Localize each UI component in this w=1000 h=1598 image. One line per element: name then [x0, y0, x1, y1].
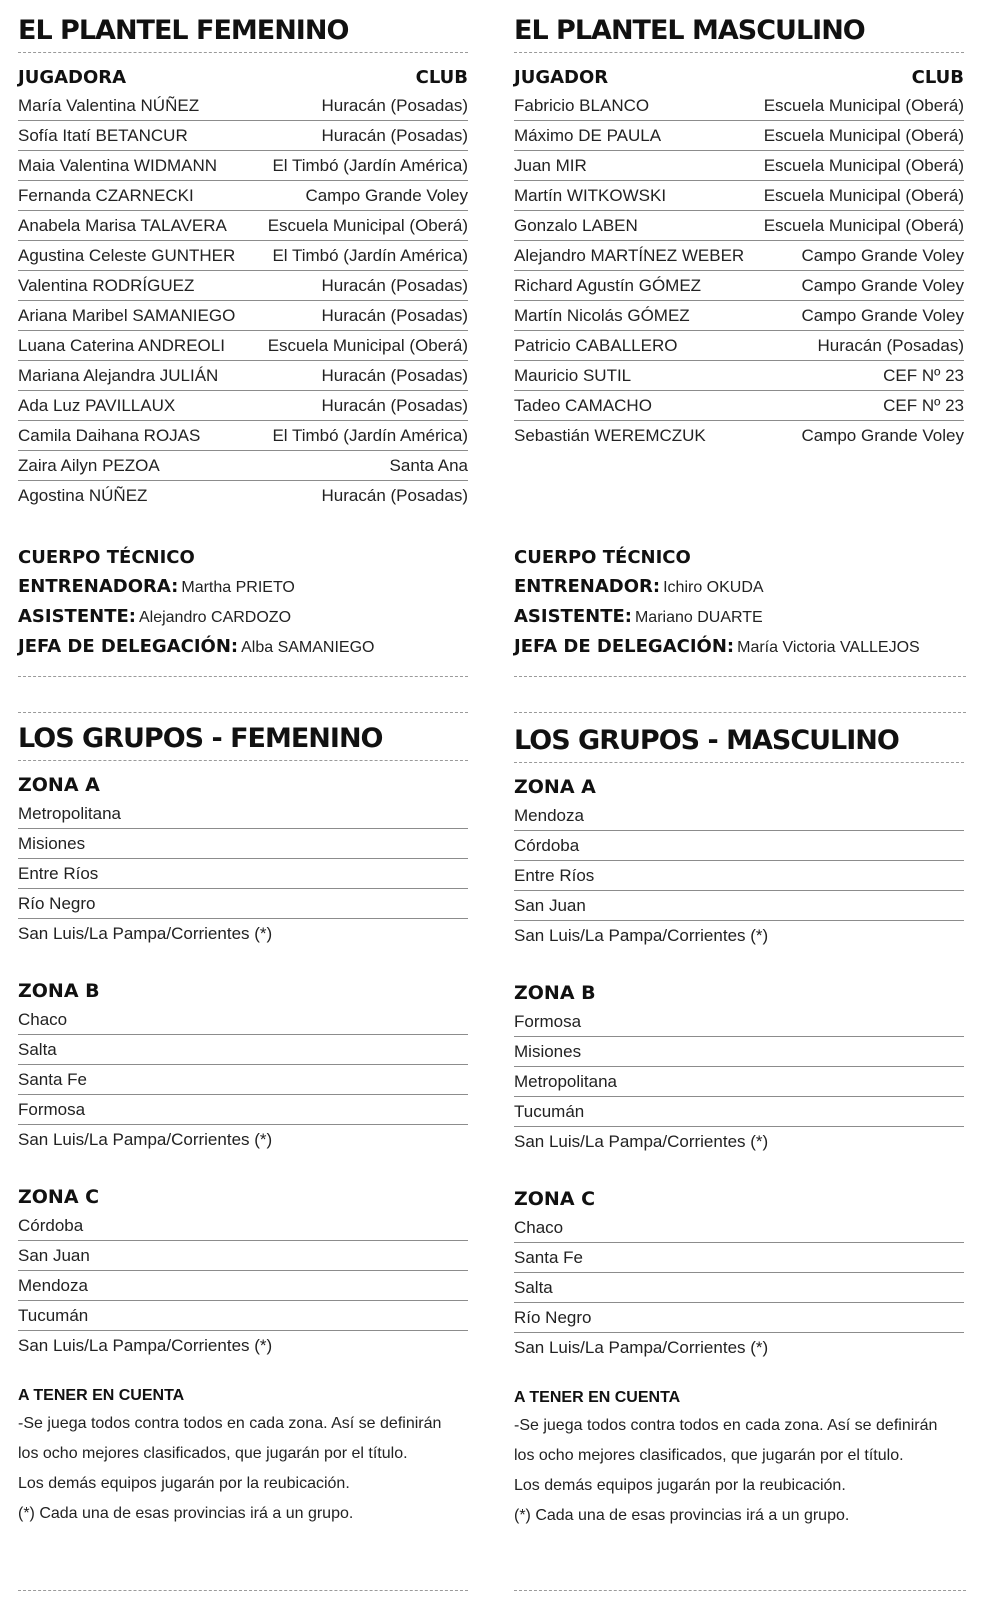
note-line: Los demás equipos jugarán por la reubicación. [18, 1475, 350, 1492]
staff-value: Ichiro OKUDA [663, 579, 764, 596]
staff-value: Martha PRIETO [181, 579, 295, 596]
title-rule [18, 760, 468, 761]
zone-team: Misiones [18, 829, 468, 859]
zone-team: Río Negro [18, 889, 468, 919]
zone-title: ZONA B [18, 980, 100, 1002]
zone-title: ZONA B [514, 982, 596, 1004]
zone-team: San Luis/La Pampa/Corrientes (*) [18, 1336, 273, 1355]
table-row [18, 452, 468, 481]
staff-line [514, 602, 964, 632]
zone-team: Santa Fe [18, 1065, 468, 1095]
player-club: Escuela Municipal (Oberá) [763, 126, 964, 145]
player-club: Huracán (Posadas) [321, 306, 468, 325]
grupos-masculino [514, 722, 964, 1531]
player-club: Huracán (Posadas) [321, 366, 468, 385]
note-line: (*) Cada una de esas provincias irá a un grupo. [18, 1505, 354, 1522]
zone-team: Metropolitana [514, 1067, 964, 1097]
zone-team: San Luis/La Pampa/Corrientes (*) [514, 926, 769, 945]
plantel-masculino [514, 12, 964, 451]
player-name: Mariana Alejandra JULIÁN [18, 366, 219, 385]
section-divider [18, 1590, 468, 1591]
table-row [514, 362, 964, 391]
staff-line [18, 632, 468, 662]
table-row [18, 212, 468, 241]
zone-team: Metropolitana [18, 799, 468, 829]
staff-label: ASISTENTE: [18, 606, 136, 627]
player-club: El Timbó (Jardín América) [272, 156, 468, 175]
player-name: Fabricio BLANCO [514, 96, 650, 115]
staff-title: CUERPO TÉCNICO [18, 547, 195, 568]
staff-value: María Victoria VALLEJOS [737, 639, 920, 656]
zone-gap [18, 949, 468, 967]
table-row [18, 392, 468, 421]
zone-title: ZONA C [514, 1188, 596, 1210]
player-club: CEF Nº 23 [883, 396, 964, 415]
player-list [18, 92, 468, 511]
grupos-femenino [18, 720, 468, 1529]
staff-line [18, 572, 468, 602]
player-name: Alejandro MARTÍNEZ WEBER [514, 246, 745, 265]
note-line: -Se juega todos contra todos en cada zona. Así se definirán [18, 1415, 442, 1432]
table-row [514, 422, 964, 451]
zone-title: ZONA C [18, 1186, 100, 1208]
player-club: Escuela Municipal (Oberá) [763, 186, 964, 205]
player-name: Anabela Marisa TALAVERA [18, 216, 227, 235]
table-row [18, 332, 468, 361]
table-row [514, 152, 964, 181]
table-row [18, 92, 468, 121]
note-line: Los demás equipos jugarán por la reubicación. [514, 1477, 846, 1494]
staff-label: ENTRENADOR: [514, 576, 661, 597]
zone-team: Misiones [514, 1037, 964, 1067]
player-name: Fernanda CZARNECKI [18, 186, 194, 205]
zone-team: Chaco [514, 1213, 964, 1243]
table-row [514, 272, 964, 301]
table-row [18, 122, 468, 151]
zone-gap [18, 1155, 468, 1173]
section-title: LOS GRUPOS - FEMENINO [18, 723, 383, 754]
staff-label: JEFA DE DELEGACIÓN: [18, 636, 239, 657]
zone-team: Santa Fe [514, 1243, 964, 1273]
zone-team: Tucumán [18, 1301, 468, 1331]
zone-team: Córdoba [514, 831, 964, 861]
player-name: Tadeo CAMACHO [514, 396, 652, 415]
player-name: Ada Luz PAVILLAUX [18, 396, 176, 415]
note-title: A TENER EN CUENTA [514, 1389, 681, 1406]
zone-title: ZONA A [514, 776, 596, 798]
player-club: Campo Grande Voley [801, 426, 964, 445]
table-row [514, 332, 964, 361]
player-club: Escuela Municipal (Oberá) [763, 216, 964, 235]
note-title: A TENER EN CUENTA [18, 1387, 185, 1404]
player-club: El Timbó (Jardín América) [272, 426, 468, 445]
player-name: Sebastián WEREMCZUK [514, 426, 706, 445]
table-row [18, 362, 468, 391]
player-name: Agostina NÚÑEZ [18, 486, 148, 505]
player-name: Juan MIR [514, 156, 587, 175]
zone-team: San Luis/La Pampa/Corrientes (*) [514, 1338, 769, 1357]
player-club: Huracán (Posadas) [321, 396, 468, 415]
zone-gap [514, 1157, 964, 1175]
table-header [514, 65, 964, 91]
player-name: Richard Agustín GÓMEZ [514, 276, 702, 295]
zone-team: Salta [514, 1273, 964, 1303]
table-row [18, 302, 468, 331]
player-name: Camila Daihana ROJAS [18, 426, 201, 445]
section-divider [18, 676, 468, 677]
player-club: CEF Nº 23 [883, 366, 964, 385]
title-rule [18, 52, 468, 53]
table-row [18, 272, 468, 301]
note-line: -Se juega todos contra todos en cada zona. Así se definirán [514, 1417, 938, 1434]
player-list [514, 92, 964, 451]
table-row [18, 242, 468, 271]
table-row [514, 92, 964, 121]
player-club: Escuela Municipal (Oberá) [763, 96, 964, 115]
player-club: Escuela Municipal (Oberá) [267, 216, 468, 235]
table-row [18, 182, 468, 211]
zone-team: Salta [18, 1035, 468, 1065]
zone-team: Mendoza [18, 1271, 468, 1301]
staff-value: Mariano DUARTE [634, 609, 763, 626]
player-club: Huracán (Posadas) [321, 276, 468, 295]
zone-team: San Luis/La Pampa/Corrientes (*) [18, 1130, 273, 1149]
player-club: Campo Grande Voley [801, 306, 964, 325]
player-name: Martín Nicolás GÓMEZ [514, 306, 690, 325]
note-line: (*) Cada una de esas provincias irá a un grupo. [514, 1507, 850, 1524]
zone-team: Córdoba [18, 1211, 468, 1241]
player-club: Escuela Municipal (Oberá) [267, 336, 468, 355]
staff-label: ASISTENTE: [514, 606, 632, 627]
player-club: Huracán (Posadas) [321, 96, 468, 115]
staff-line [514, 572, 964, 602]
table-row [18, 152, 468, 181]
table-row [18, 422, 468, 451]
cuerpo-tecnico-femenino [18, 544, 468, 662]
plantel-femenino [18, 12, 468, 511]
section-title: EL PLANTEL MASCULINO [514, 15, 865, 46]
table-row [514, 212, 964, 241]
table-row [514, 182, 964, 211]
table-row [514, 392, 964, 421]
section-title: EL PLANTEL FEMENINO [18, 15, 349, 46]
staff-title: CUERPO TÉCNICO [514, 547, 691, 568]
player-club: Huracán (Posadas) [321, 126, 468, 145]
player-club: Santa Ana [389, 456, 468, 475]
column-header-player: JUGADORA [18, 67, 127, 88]
staff-value: Alejandro CARDOZO [138, 609, 292, 626]
staff-line [514, 632, 964, 662]
staff-label: ENTRENADORA: [18, 576, 179, 597]
column-header-player: JUGADOR [514, 67, 609, 88]
player-name: Patricio CABALLERO [514, 336, 678, 355]
title-rule [514, 762, 964, 763]
section-divider [514, 712, 966, 713]
zone-team: Tucumán [514, 1097, 964, 1127]
title-rule [514, 52, 964, 53]
zone-team: Chaco [18, 1005, 468, 1035]
section-divider [18, 712, 468, 713]
note-line: los ocho mejores clasificados, que jugarán por el título. [514, 1447, 904, 1464]
staff-label: JEFA DE DELEGACIÓN: [514, 636, 735, 657]
player-name: Martín WITKOWSKI [514, 186, 667, 205]
player-name: María Valentina NÚÑEZ [18, 96, 200, 115]
table-row [514, 122, 964, 151]
table-row [514, 302, 964, 331]
zone-team: Río Negro [514, 1303, 964, 1333]
zone-team: Entre Ríos [514, 861, 964, 891]
zone-team: Formosa [18, 1095, 468, 1125]
player-name: Zaira Ailyn PEZOA [18, 456, 160, 475]
column-header-club: CLUB [415, 67, 468, 88]
player-name: Valentina RODRÍGUEZ [18, 276, 195, 295]
zone-team: Mendoza [514, 801, 964, 831]
player-name: Agustina Celeste GUNTHER [18, 246, 236, 265]
cuerpo-tecnico-masculino [514, 544, 964, 662]
staff-line [18, 602, 468, 632]
note-text [514, 1411, 964, 1531]
player-name: Maia Valentina WIDMANN [18, 156, 218, 175]
note-line: los ocho mejores clasificados, que jugarán por el título. [18, 1445, 408, 1462]
zone-team: Formosa [514, 1007, 964, 1037]
player-name: Máximo DE PAULA [514, 126, 662, 145]
player-club: Campo Grande Voley [305, 186, 468, 205]
note-text [18, 1409, 468, 1529]
zone-team: San Luis/La Pampa/Corrientes (*) [514, 1132, 769, 1151]
staff-value: Alba SAMANIEGO [241, 639, 375, 656]
zone-team: Entre Ríos [18, 859, 468, 889]
player-club: Campo Grande Voley [801, 246, 964, 265]
table-row [514, 242, 964, 271]
zone-title: ZONA A [18, 774, 100, 796]
zone-team: San Juan [18, 1241, 468, 1271]
player-club: Huracán (Posadas) [817, 336, 964, 355]
player-name: Luana Caterina ANDREOLI [18, 336, 225, 355]
player-name: Ariana Maribel SAMANIEGO [18, 306, 236, 325]
column-header-club: CLUB [911, 67, 964, 88]
section-divider [514, 1590, 966, 1591]
player-name: Sofía Itatí BETANCUR [18, 126, 188, 145]
player-name: Gonzalo LABEN [514, 216, 638, 235]
zone-team: San Juan [514, 891, 964, 921]
zone-team: San Luis/La Pampa/Corrientes (*) [18, 924, 273, 943]
player-club: El Timbó (Jardín América) [272, 246, 468, 265]
player-club: Campo Grande Voley [801, 276, 964, 295]
table-header [18, 65, 468, 91]
player-club: Escuela Municipal (Oberá) [763, 156, 964, 175]
zone-gap [514, 951, 964, 969]
player-club: Huracán (Posadas) [321, 486, 468, 505]
section-title: LOS GRUPOS - MASCULINO [514, 725, 899, 756]
section-divider [514, 676, 966, 677]
player-name: Mauricio SUTIL [514, 366, 632, 385]
table-row [18, 482, 468, 511]
